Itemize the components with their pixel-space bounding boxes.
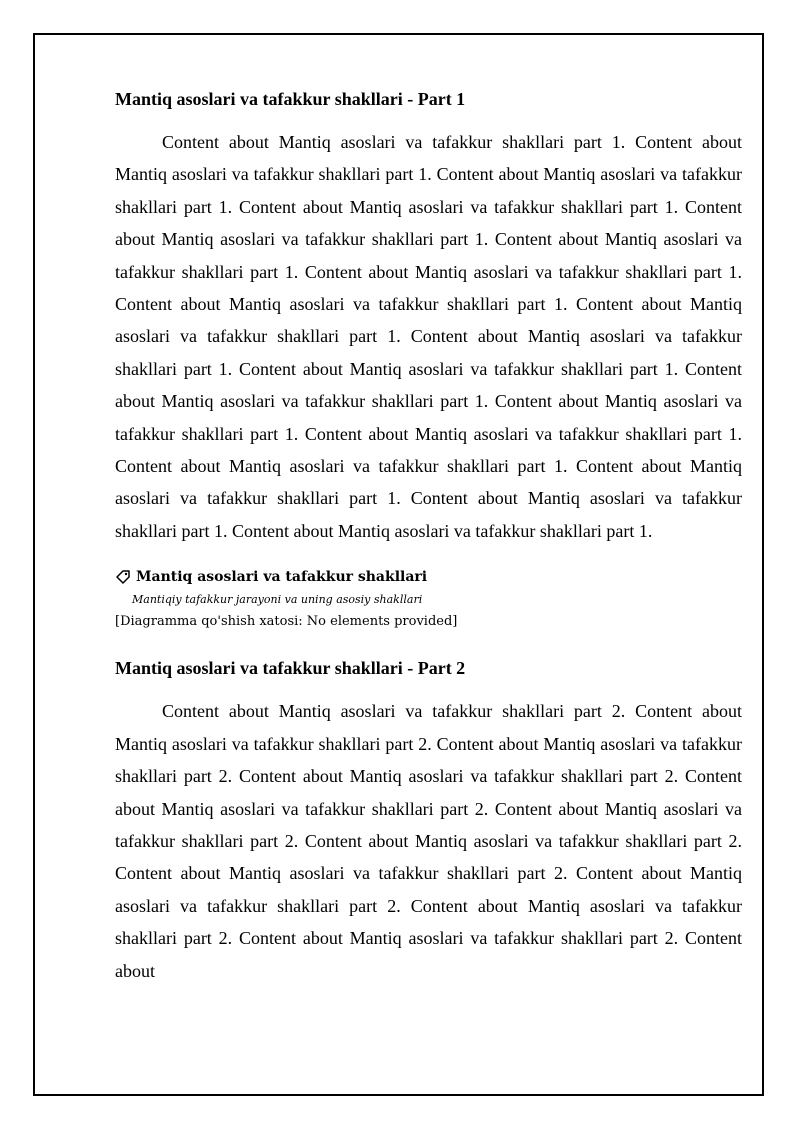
diagram-subtitle: Mantiqiy tafakkur jarayoni va uning asosiy shakllari — [132, 593, 423, 607]
diagram-title: Mantiq asoslari va tafakkur shakllari — [136, 569, 428, 586]
section-paragraph-part-1: Content about Mantiq asoslari va tafakkur shakllari part 1. Content about Mantiq asoslari va tafakkur shakllari part 1. Content about Mantiq asoslari va tafakkur shakllari part 1. Content about Mantiq asoslari va tafakkur shakllari part 1. Content about Mantiq asoslari va tafakkur shakllari part 1. Content about Mantiq asoslari va tafakkur shakllari part 1. Content about Mantiq asoslari va tafakkur shakllari part 1. Content about Mantiq asoslari va tafakkur shakllari part 1. Content about Mantiq asoslari va tafakkur shakllari part 1. Content about Mantiq asoslari va tafakkur shakllari part 1. Content about Mantiq asoslari va tafakkur shakllari part 1. Content about Mantiq asoslari va tafakkur shakllari part 1. Content about Mantiq asoslari va tafakkur shakllari part 1. Content about Mantiq asoslari va tafakkur shakllari part 1. Content about Mantiq asoslari va tafakkur shakllari part 1. Content about Mantiq asoslari va tafakkur shakllari part 1. Content about Mantiq asoslari va tafakkur shakllari part 1. Content about Mantiq asoslari va tafakkur shakllari part 1. — [115, 132, 742, 541]
diagram-error-message: [Diagramma qo'shish xatosi: No elements provided] — [115, 614, 458, 630]
document-body — [115, 86, 742, 987]
section-heading-part-2: Mantiq asoslari va tafakkur shakllari - Part 2 — [115, 658, 466, 679]
diagram-title-row — [115, 567, 742, 587]
diagram-block — [115, 567, 742, 632]
section-heading-part-1: Mantiq asoslari va tafakkur shakllari - Part 1 — [115, 89, 466, 109]
section-paragraph-part-2: Content about Mantiq asoslari va tafakkur shakllari part 2. Content about Mantiq asoslari va tafakkur shakllari part 2. Content about Mantiq asoslari va tafakkur shakllari part 2. Content about Mantiq asoslari va tafakkur shakllari part 2. Content about Mantiq asoslari va tafakkur shakllari part 2. Content about Mantiq asoslari va tafakkur shakllari part 2. Content about Mantiq asoslari va tafakkur shakllari part 2. Content about Mantiq asoslari va tafakkur shakllari part 2. Content about Mantiq asoslari va tafakkur shakllari part 2. Content about Mantiq asoslari va tafakkur shakllari part 2. Content about Mantiq asoslari va tafakkur shakllari part 2. Content about — [115, 701, 742, 981]
tag-icon — [115, 569, 131, 585]
